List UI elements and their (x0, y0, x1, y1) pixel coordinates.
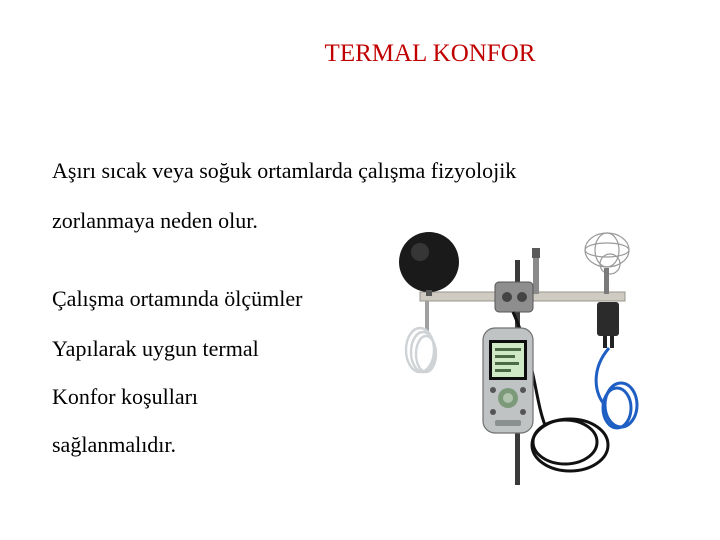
black-globe-icon (399, 232, 459, 292)
white-cable-icon (406, 328, 436, 372)
slide-title: TERMAL KONFOR (324, 40, 536, 67)
thermal-comfort-meter-image (385, 220, 640, 485)
handheld-meter-icon (483, 328, 533, 433)
body-text-line: zorlanmaya neden olur. (52, 208, 258, 233)
body-text-line: Yapılarak uygun termal (52, 336, 259, 361)
blue-cable-icon (596, 348, 637, 428)
clamp-block-icon (495, 282, 533, 312)
body-text-line: Çalışma ortamında ölçümler (52, 286, 303, 311)
body-text-line: Aşırı sıcak veya soğuk ortamlarda çalışma fizyolojik (52, 158, 517, 183)
sensor-box-icon (597, 302, 619, 336)
anemometer-probe-icon (585, 233, 629, 274)
body-text-line: Konfor koşulları (52, 384, 199, 409)
body-text-line: sağlanmalıdır. (52, 432, 177, 457)
